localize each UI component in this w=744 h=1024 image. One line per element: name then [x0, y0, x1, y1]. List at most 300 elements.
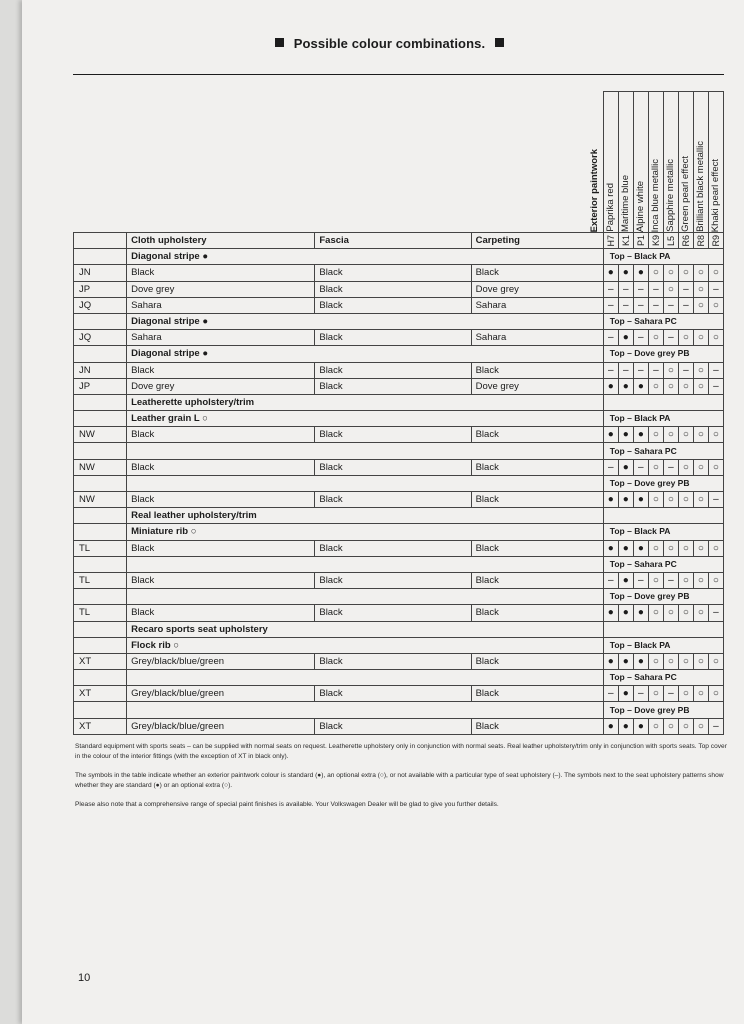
top-colour-label: Top – Dove grey PB — [603, 702, 723, 718]
availability-symbol-cell: ○ — [678, 653, 693, 669]
table-row — [74, 297, 724, 313]
blank-code-cell — [74, 702, 127, 718]
availability-symbol-cell: – — [708, 492, 723, 508]
availability-symbol-cell: ○ — [693, 605, 708, 621]
availability-symbol-cell: ● — [633, 653, 648, 669]
availability-symbol-cell: – — [633, 686, 648, 702]
carpeting-cell: Black — [471, 540, 603, 556]
availability-symbol-cell: ● — [633, 265, 648, 281]
paint-name-header-h7 — [603, 92, 618, 233]
trim-code-cell: TL — [74, 572, 127, 588]
availability-symbol-cell: ○ — [693, 297, 708, 313]
availability-symbol-cell: ● — [618, 572, 633, 588]
availability-symbol-cell: ● — [633, 605, 648, 621]
fascia-cell: Black — [315, 686, 471, 702]
table-body — [74, 92, 724, 735]
availability-symbol-cell: – — [708, 281, 723, 297]
availability-symbol-cell: ● — [603, 492, 618, 508]
paint-code-label: L5 — [665, 235, 676, 246]
paint-code-label: K9 — [650, 235, 661, 247]
blank-code-cell — [74, 670, 127, 686]
trim-code-cell: NW — [74, 459, 127, 475]
paint-name-label: Alpine white — [634, 180, 646, 232]
availability-symbol-cell: – — [603, 362, 618, 378]
availability-symbol-cell: – — [603, 281, 618, 297]
availability-symbol-cell: ● — [618, 686, 633, 702]
carpeting-cell: Black — [471, 265, 603, 281]
availability-symbol-cell: ○ — [648, 330, 663, 346]
fascia-cell: Black — [315, 605, 471, 621]
availability-symbol-cell: ○ — [693, 265, 708, 281]
top-colour-row — [74, 443, 724, 459]
availability-symbol-cell: ○ — [708, 686, 723, 702]
carpeting-cell: Dove grey — [471, 281, 603, 297]
fascia-cell: Black — [315, 572, 471, 588]
trim-code-cell: JQ — [74, 297, 127, 313]
blank-code-cell — [74, 637, 127, 653]
table-row — [74, 605, 724, 621]
availability-symbol-cell: – — [633, 572, 648, 588]
availability-symbol-cell: – — [708, 718, 723, 734]
availability-symbol-cell: ● — [618, 492, 633, 508]
upholstery-cell: Dove grey — [127, 378, 315, 394]
availability-symbol-cell: ○ — [648, 572, 663, 588]
availability-symbol-cell: ● — [603, 378, 618, 394]
availability-symbol-cell: ● — [618, 378, 633, 394]
colour-combination-table-wrap — [73, 91, 724, 735]
availability-symbol-cell: ● — [618, 427, 633, 443]
upholstery-cell: Dove grey — [127, 281, 315, 297]
blank-symbol-area — [603, 621, 723, 637]
availability-symbol-cell: ○ — [693, 718, 708, 734]
availability-symbol-cell: ○ — [693, 281, 708, 297]
availability-symbol-cell: – — [648, 281, 663, 297]
availability-symbol-cell: – — [618, 297, 633, 313]
availability-symbol-cell: ○ — [708, 330, 723, 346]
paint-name-label: Sapphire metallic — [664, 159, 676, 232]
availability-symbol-cell: – — [708, 605, 723, 621]
availability-symbol-cell: ○ — [678, 605, 693, 621]
paint-name-header-k1 — [618, 92, 633, 233]
blank-code-cell — [74, 346, 127, 362]
availability-symbol-cell: ● — [618, 540, 633, 556]
availability-symbol-cell: – — [648, 297, 663, 313]
carpeting-cell: Sahara — [471, 330, 603, 346]
paint-code-label: R9 — [710, 234, 721, 247]
availability-symbol-cell: ○ — [648, 686, 663, 702]
availability-symbol-cell: – — [678, 297, 693, 313]
blank-code-cell — [74, 524, 127, 540]
paint-name-header-l5 — [663, 92, 678, 233]
availability-symbol-cell: ○ — [663, 362, 678, 378]
availability-symbol-cell: ○ — [693, 653, 708, 669]
paint-name-label: Paprika red — [604, 183, 616, 232]
square-bullet-icon — [495, 38, 504, 47]
pattern-subheading: Miniature rib ○ — [127, 524, 604, 540]
carpeting-cell: Black — [471, 686, 603, 702]
section-heading: Leatherette upholstery/trim — [127, 394, 604, 410]
paint-name-label: Brilliant black metallic — [694, 141, 706, 232]
carpeting-cell: Black — [471, 653, 603, 669]
trim-code-cell: JQ — [74, 330, 127, 346]
availability-symbol-cell: – — [603, 297, 618, 313]
table-row — [74, 362, 724, 378]
section-heading: Real leather upholstery/trim — [127, 508, 604, 524]
table-row — [74, 540, 724, 556]
trim-code-cell: XT — [74, 686, 127, 702]
availability-symbol-cell: ○ — [708, 653, 723, 669]
footnote-standard-equipment: Standard equipment with sports seats – can be supplied with normal seats on request. Leatherette upholstery only in conjunction with normal seats. Real leather upholstery/trim only in conjunction with sports seats. Top cover in the colour of the interior fittings (with the exception of XT in black only). — [75, 743, 727, 760]
carpeting-cell: Black — [471, 572, 603, 588]
availability-symbol-cell: ○ — [663, 718, 678, 734]
availability-symbol-cell: ● — [633, 378, 648, 394]
upholstery-cell: Sahara — [127, 330, 315, 346]
availability-symbol-cell: ○ — [678, 378, 693, 394]
paint-code-label: H7 — [605, 234, 616, 247]
paint-name-label: Green pearl effect — [679, 156, 691, 232]
upholstery-cell: Black — [127, 572, 315, 588]
vertical-header-row — [74, 92, 724, 233]
availability-symbol-cell: – — [663, 330, 678, 346]
availability-symbol-cell: ○ — [708, 265, 723, 281]
availability-symbol-cell: ○ — [678, 718, 693, 734]
top-colour-label: Top – Sahara PC — [603, 670, 723, 686]
paint-name-header-r9 — [708, 92, 723, 233]
fascia-header: Fascia — [315, 233, 471, 249]
availability-symbol-cell: – — [618, 362, 633, 378]
top-colour-label: Top – Sahara PC — [603, 443, 723, 459]
carpeting-cell: Black — [471, 362, 603, 378]
table-row — [74, 492, 724, 508]
availability-symbol-cell: ○ — [678, 459, 693, 475]
footnote-symbols: The symbols in the table indicate whether an exterior paintwork colour is standard (●), an optional extra (○), or not available with a particular type of seat upholstery (–). The symbols next to the seat upholstery patterns show whether they are standard (●) or an optional extra (○). — [75, 772, 724, 789]
trim-code-cell: XT — [74, 718, 127, 734]
availability-symbol-cell: ○ — [708, 459, 723, 475]
footnotes — [75, 742, 727, 819]
table-row — [74, 281, 724, 297]
exterior-paintwork-label: Exterior paintwork — [589, 148, 601, 232]
page-title-text: Possible colour combinations. — [293, 36, 486, 51]
top-colour-row — [74, 670, 724, 686]
top-colour-row — [74, 702, 724, 718]
blank-code-cell — [74, 475, 127, 491]
availability-symbol-cell: – — [603, 686, 618, 702]
availability-symbol-cell: – — [618, 281, 633, 297]
availability-symbol-cell: ● — [603, 605, 618, 621]
blank-code-cell — [74, 249, 127, 265]
top-colour-row — [74, 475, 724, 491]
table-row — [74, 459, 724, 475]
trim-code-cell: JN — [74, 362, 127, 378]
fascia-cell: Black — [315, 653, 471, 669]
availability-symbol-cell: ○ — [678, 686, 693, 702]
blank-description-cell — [127, 443, 604, 459]
pattern-subheading: Leather grain L ○ — [127, 411, 604, 427]
availability-symbol-cell: ○ — [693, 330, 708, 346]
availability-symbol-cell: ○ — [678, 492, 693, 508]
carpeting-header: Carpeting — [471, 233, 603, 249]
trim-code-cell: JN — [74, 265, 127, 281]
paint-code-header-r9 — [708, 233, 723, 249]
pattern-subheading-row — [74, 313, 724, 329]
fascia-cell: Black — [315, 459, 471, 475]
availability-symbol-cell: ○ — [708, 540, 723, 556]
blank-header-area — [74, 92, 604, 233]
availability-symbol-cell: ○ — [648, 459, 663, 475]
availability-symbol-cell: ○ — [648, 427, 663, 443]
paint-name-label: Maritime blue — [619, 174, 631, 232]
top-colour-label: Top – Sahara PC — [603, 556, 723, 572]
paint-name-label: Khaki pearl effect — [709, 158, 721, 232]
availability-symbol-cell: ● — [618, 459, 633, 475]
fascia-cell: Black — [315, 540, 471, 556]
trim-code-cell: TL — [74, 605, 127, 621]
availability-symbol-cell: – — [708, 362, 723, 378]
blank-description-cell — [127, 670, 604, 686]
fascia-cell: Black — [315, 492, 471, 508]
top-colour-label: Top – Dove grey PB — [603, 589, 723, 605]
carpeting-cell: Black — [471, 492, 603, 508]
blank-symbol-area — [603, 508, 723, 524]
upholstery-cell: Black — [127, 605, 315, 621]
blank-symbol-area — [603, 394, 723, 410]
availability-symbol-cell: ● — [603, 718, 618, 734]
fascia-cell: Black — [315, 718, 471, 734]
pattern-subheading-row — [74, 249, 724, 265]
upholstery-cell: Sahara — [127, 297, 315, 313]
availability-symbol-cell: – — [633, 362, 648, 378]
availability-symbol-cell: – — [603, 572, 618, 588]
square-bullet-icon — [275, 38, 284, 47]
table-row — [74, 718, 724, 734]
paint-code-header-r8 — [693, 233, 708, 249]
upholstery-cell: Grey/black/blue/green — [127, 718, 315, 734]
availability-symbol-cell: – — [663, 686, 678, 702]
blank-code-cell — [74, 313, 127, 329]
code-header-cell — [74, 233, 127, 249]
paint-code-header-p1 — [633, 233, 648, 249]
table-row — [74, 330, 724, 346]
availability-symbol-cell: ○ — [693, 378, 708, 394]
availability-symbol-cell: ○ — [678, 572, 693, 588]
availability-symbol-cell: – — [663, 459, 678, 475]
top-colour-label: Top – Dove grey PB — [603, 346, 723, 362]
paint-code-label: K1 — [620, 235, 631, 247]
paint-name-header-k9 — [648, 92, 663, 233]
section-heading-row — [74, 508, 724, 524]
paint-name-header-r8 — [693, 92, 708, 233]
carpeting-cell: Black — [471, 427, 603, 443]
paint-name-header-r6 — [678, 92, 693, 233]
availability-symbol-cell: ○ — [648, 718, 663, 734]
availability-symbol-cell: ● — [633, 540, 648, 556]
blank-code-cell — [74, 556, 127, 572]
availability-symbol-cell: – — [708, 378, 723, 394]
carpeting-cell: Black — [471, 718, 603, 734]
page-title — [275, 36, 504, 51]
upholstery-cell: Black — [127, 362, 315, 378]
colour-combination-table — [73, 91, 724, 735]
fascia-cell: Black — [315, 427, 471, 443]
carpeting-cell: Black — [471, 605, 603, 621]
trim-code-cell: TL — [74, 540, 127, 556]
paint-code-header-k1 — [618, 233, 633, 249]
availability-symbol-cell: ○ — [648, 492, 663, 508]
availability-symbol-cell: – — [663, 297, 678, 313]
top-colour-label: Top – Sahara PC — [603, 313, 723, 329]
availability-symbol-cell: ○ — [693, 427, 708, 443]
availability-symbol-cell: – — [678, 362, 693, 378]
paint-code-label: P1 — [635, 235, 646, 247]
availability-symbol-cell: ● — [603, 265, 618, 281]
blank-code-cell — [74, 589, 127, 605]
availability-symbol-cell: ○ — [708, 427, 723, 443]
availability-symbol-cell: ○ — [693, 459, 708, 475]
carpeting-cell: Dove grey — [471, 378, 603, 394]
availability-symbol-cell: ○ — [708, 572, 723, 588]
availability-symbol-cell: ● — [633, 718, 648, 734]
availability-symbol-cell: ○ — [663, 653, 678, 669]
availability-symbol-cell: – — [603, 330, 618, 346]
availability-symbol-cell: – — [633, 297, 648, 313]
upholstery-cell: Black — [127, 540, 315, 556]
availability-symbol-cell: – — [633, 330, 648, 346]
availability-symbol-cell: ○ — [693, 362, 708, 378]
availability-symbol-cell: ● — [618, 653, 633, 669]
trim-code-cell: XT — [74, 653, 127, 669]
blank-code-cell — [74, 411, 127, 427]
blank-code-cell — [74, 394, 127, 410]
availability-symbol-cell: ○ — [708, 297, 723, 313]
availability-symbol-cell: ○ — [693, 572, 708, 588]
paint-code-header-k9 — [648, 233, 663, 249]
trim-code-cell: JP — [74, 378, 127, 394]
page-number: 10 — [78, 972, 91, 984]
availability-symbol-cell: ○ — [663, 492, 678, 508]
footnote-special-finishes: Please also note that a comprehensive range of special paint finishes is available. Your Volkswagen Dealer will be glad to give you further details. — [75, 801, 499, 808]
upholstery-cell: Grey/black/blue/green — [127, 686, 315, 702]
availability-symbol-cell: ○ — [663, 281, 678, 297]
availability-symbol-cell: – — [633, 281, 648, 297]
pattern-subheading: Diagonal stripe ● — [127, 346, 604, 362]
availability-symbol-cell: ○ — [663, 427, 678, 443]
paint-code-header-l5 — [663, 233, 678, 249]
availability-symbol-cell: ● — [618, 718, 633, 734]
availability-symbol-cell: – — [603, 459, 618, 475]
availability-symbol-cell: ○ — [663, 605, 678, 621]
availability-symbol-cell: ● — [603, 540, 618, 556]
upholstery-cell: Grey/black/blue/green — [127, 653, 315, 669]
blank-code-cell — [74, 621, 127, 637]
fascia-cell: Black — [315, 297, 471, 313]
section-heading-row — [74, 394, 724, 410]
availability-symbol-cell: ● — [603, 427, 618, 443]
pattern-subheading-row — [74, 524, 724, 540]
top-colour-label: Top – Black PA — [603, 637, 723, 653]
paint-name-header-p1 — [633, 92, 648, 233]
trim-code-cell: JP — [74, 281, 127, 297]
section-heading-row — [74, 621, 724, 637]
column-header-row — [74, 233, 724, 249]
availability-symbol-cell: ○ — [693, 686, 708, 702]
top-colour-label: Top – Black PA — [603, 411, 723, 427]
paint-code-header-h7 — [603, 233, 618, 249]
paint-name-label: Inca blue metallic — [649, 158, 661, 232]
fascia-cell: Black — [315, 330, 471, 346]
availability-symbol-cell: ○ — [648, 605, 663, 621]
blank-description-cell — [127, 589, 604, 605]
availability-symbol-cell: ○ — [678, 330, 693, 346]
availability-symbol-cell: ○ — [693, 492, 708, 508]
availability-symbol-cell: ○ — [663, 265, 678, 281]
availability-symbol-cell: – — [678, 281, 693, 297]
fascia-cell: Black — [315, 265, 471, 281]
fascia-cell: Black — [315, 281, 471, 297]
availability-symbol-cell: ○ — [648, 540, 663, 556]
paint-code-header-r6 — [678, 233, 693, 249]
availability-symbol-cell: ○ — [663, 378, 678, 394]
paint-code-label: R6 — [680, 234, 691, 247]
carpeting-cell: Sahara — [471, 297, 603, 313]
top-colour-label: Top – Black PA — [603, 249, 723, 265]
table-row — [74, 265, 724, 281]
paint-code-label: R8 — [695, 234, 706, 247]
availability-symbol-cell: ● — [618, 605, 633, 621]
upholstery-cell: Black — [127, 459, 315, 475]
availability-symbol-cell: ● — [633, 492, 648, 508]
availability-symbol-cell: – — [633, 459, 648, 475]
top-colour-label: Top – Black PA — [603, 524, 723, 540]
cloth-upholstery-header: Cloth upholstery — [127, 233, 315, 249]
pattern-subheading: Diagonal stripe ● — [127, 249, 604, 265]
exterior-paintwork-heading — [588, 92, 603, 232]
availability-symbol-cell: ○ — [678, 427, 693, 443]
title-rule — [73, 74, 724, 75]
trim-code-cell: NW — [74, 427, 127, 443]
table-row — [74, 427, 724, 443]
availability-symbol-cell: – — [648, 362, 663, 378]
blank-description-cell — [127, 556, 604, 572]
table-row — [74, 686, 724, 702]
fascia-cell: Black — [315, 378, 471, 394]
availability-symbol-cell: ○ — [648, 378, 663, 394]
pattern-subheading-row — [74, 637, 724, 653]
blank-code-cell — [74, 443, 127, 459]
blank-code-cell — [74, 508, 127, 524]
availability-symbol-cell: ○ — [648, 653, 663, 669]
top-colour-label: Top – Dove grey PB — [603, 475, 723, 491]
availability-symbol-cell: ● — [603, 653, 618, 669]
table-row — [74, 653, 724, 669]
availability-symbol-cell: – — [663, 572, 678, 588]
table-row — [74, 378, 724, 394]
blank-description-cell — [127, 702, 604, 718]
availability-symbol-cell: ○ — [678, 540, 693, 556]
fascia-cell: Black — [315, 362, 471, 378]
section-heading: Recaro sports seat upholstery — [127, 621, 604, 637]
pattern-subheading-row — [74, 411, 724, 427]
upholstery-cell: Black — [127, 492, 315, 508]
trim-code-cell: NW — [74, 492, 127, 508]
availability-symbol-cell: ○ — [678, 265, 693, 281]
availability-symbol-cell: ○ — [663, 540, 678, 556]
availability-symbol-cell: ○ — [693, 540, 708, 556]
blank-description-cell — [127, 475, 604, 491]
pattern-subheading-row — [74, 346, 724, 362]
upholstery-cell: Black — [127, 427, 315, 443]
upholstery-cell: Black — [127, 265, 315, 281]
pattern-subheading: Flock rib ○ — [127, 637, 604, 653]
